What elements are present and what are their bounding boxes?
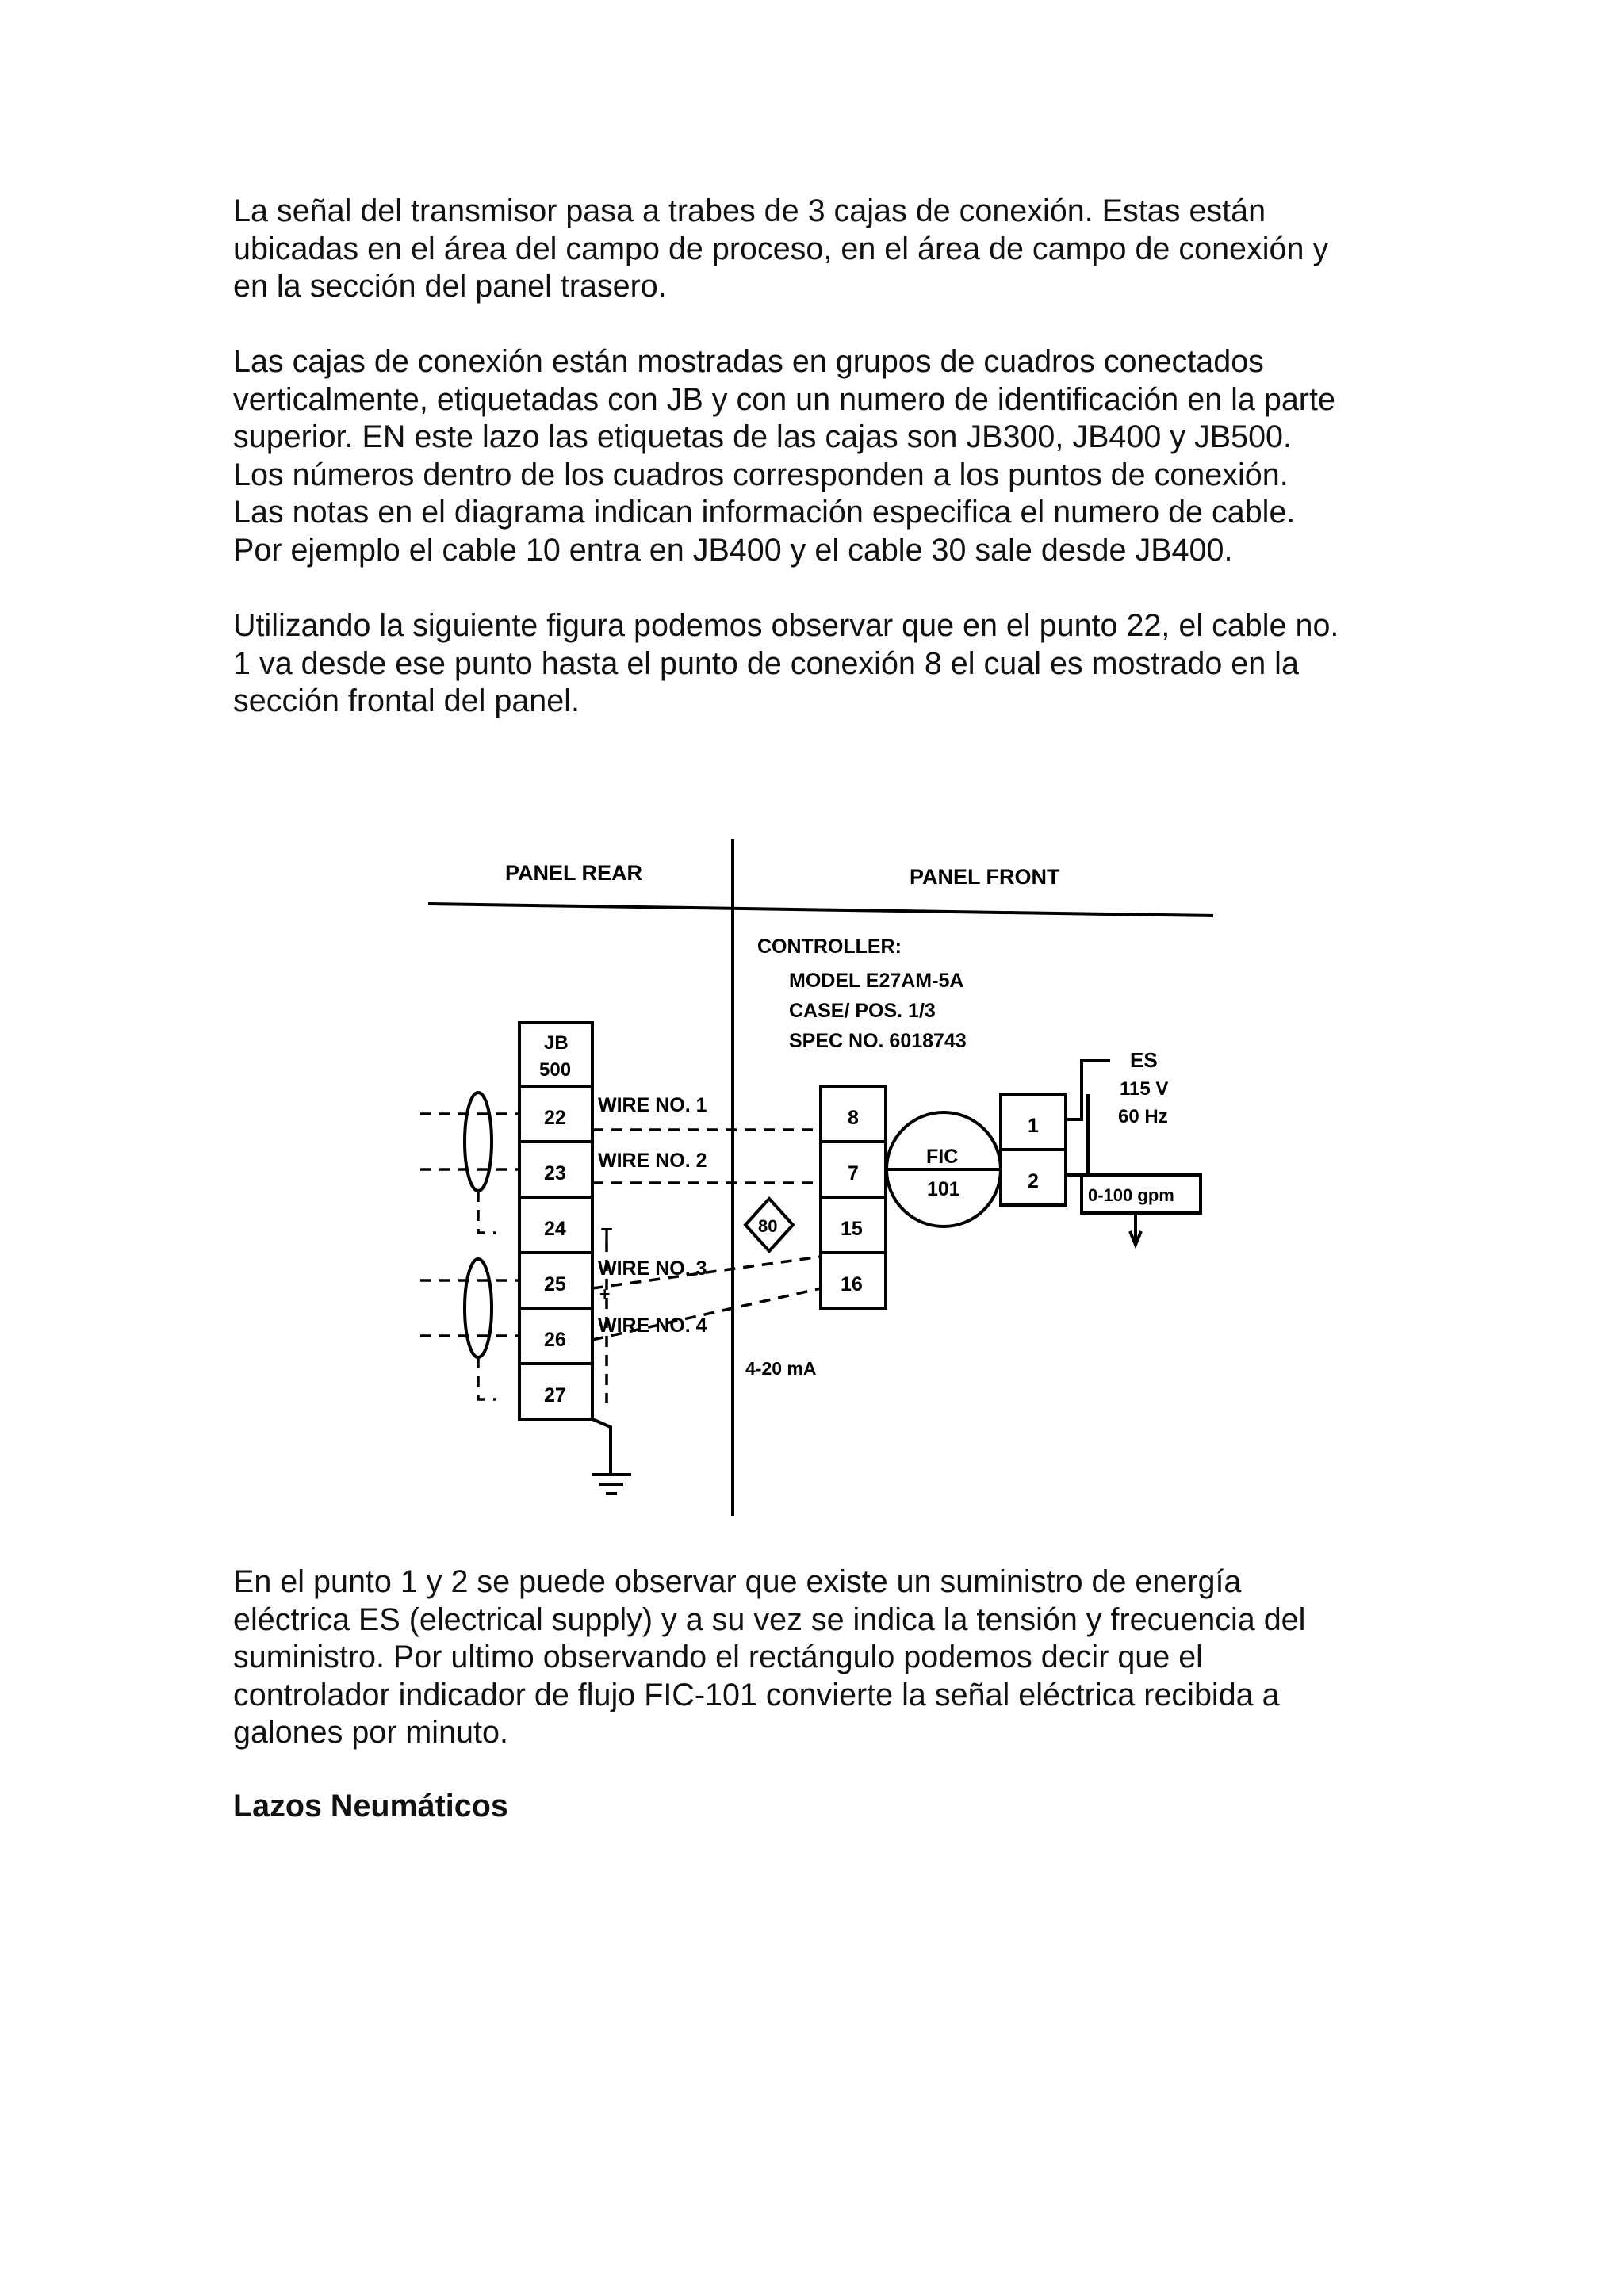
loop-wiring-diagram	[396, 825, 1237, 1522]
text-line: controlador indicador de flujo FIC-101 convierte la señal eléctrica recibida a	[233, 1677, 1280, 1712]
controller-title: CONTROLLER:	[757, 936, 902, 958]
jb-point-label: 22	[544, 1107, 566, 1129]
text-line: en la sección del panel trasero.	[233, 269, 667, 304]
jb-point-label: 26	[544, 1329, 566, 1351]
wire-4-label: WIRE NO. 4	[598, 1314, 707, 1337]
panel-header-line	[428, 904, 1213, 916]
supply-frequency: 60 Hz	[1118, 1106, 1168, 1127]
diamond-label: 80	[758, 1216, 778, 1236]
wire-plus-mark: +	[599, 1284, 611, 1304]
text-line: verticalmente, etiquetadas con JB y con un numero de identificación en la parte	[233, 381, 1335, 417]
jb-point-label: 23	[544, 1162, 566, 1184]
supply-lead-2	[1066, 1094, 1088, 1175]
wire-2-label: WIRE NO. 2	[598, 1150, 707, 1172]
text-line: ubicadas en el área del campo de proceso, en el área de campo de conexión y	[233, 231, 1329, 266]
text-line: Por ejemplo el cable 10 entra en JB400 y el cable 30 sale desde JB400.	[233, 532, 1233, 568]
text-line: eléctrica ES (electrical supply) y a su vez se indica la tensión y frecuencia del	[233, 1601, 1306, 1637]
supply-point-label: 2	[1028, 1170, 1039, 1192]
text-line: Las notas en el diagrama indican información especifica el numero de cable.	[233, 495, 1296, 530]
controller-model: MODEL E27AM-5A	[789, 970, 964, 992]
wire-t-mark: T	[601, 1224, 613, 1245]
instrument-tag: FIC	[926, 1146, 959, 1168]
panel-rear-label: PANEL REAR	[505, 861, 643, 885]
instrument-number: 101	[927, 1178, 960, 1200]
text-line: Utilizando la siguiente figura podemos observar que en el punto 22, el cable no.	[233, 608, 1339, 643]
shield-loop-lower	[465, 1259, 492, 1357]
text-line: En el punto 1 y 2 se puede observar que existe un suministro de energía	[233, 1564, 1242, 1599]
jb-point-label: 25	[544, 1273, 566, 1295]
controller-spec: SPEC NO. 6018743	[789, 1030, 967, 1052]
controller-point-label: 16	[841, 1273, 863, 1295]
paragraph-3	[233, 607, 1407, 721]
panel-front-label: PANEL FRONT	[910, 865, 1060, 889]
wire-1-label: WIRE NO. 1	[598, 1094, 707, 1116]
range-label: 0-100 gpm	[1088, 1185, 1174, 1205]
jb-number: 500	[539, 1059, 572, 1081]
controller-case: CASE/ POS. 1/3	[789, 1000, 936, 1022]
text-line: La señal del transmisor pasa a trabes de 3 cajas de conexión. Estas están	[233, 193, 1266, 228]
shield-drain-lower	[478, 1357, 496, 1399]
controller-point-label: 7	[848, 1162, 859, 1184]
supply-label: ES	[1130, 1048, 1158, 1072]
jb-label: JB	[544, 1032, 569, 1054]
text-line: Las cajas de conexión están mostradas en grupos de cuadros conectados	[233, 344, 1264, 379]
section-heading: Lazos Neumáticos	[233, 1789, 508, 1823]
shield-drain-upper	[478, 1191, 496, 1233]
supply-point-label: 1	[1028, 1115, 1039, 1137]
text-line: superior. EN este lazo las etiquetas de las cajas son JB300, JB400 y JB500.	[233, 419, 1292, 454]
controller-point-label: 8	[848, 1107, 859, 1129]
text-line: sección frontal del panel.	[233, 683, 580, 718]
paragraph-4	[233, 1563, 1407, 1752]
paragraph-1	[233, 193, 1407, 306]
ground-lead	[592, 1419, 611, 1475]
supply-voltage: 115 V	[1120, 1078, 1169, 1100]
controller-point-label: 15	[841, 1218, 863, 1240]
wire-3-label: WIRE NO. 3	[598, 1257, 707, 1280]
text-line: galones por minuto.	[233, 1715, 508, 1750]
text-line: Los números dentro de los cuadros corresponden a los puntos de conexión.	[233, 457, 1289, 492]
shield-loop-upper	[465, 1093, 492, 1191]
signal-label: 4-20 mA	[745, 1358, 817, 1379]
text-line: suministro. Por ultimo observando el rectángulo podemos decir que el	[233, 1640, 1203, 1674]
text-line: 1 va desde ese punto hasta el punto de conexión 8 el cual es mostrado en la	[233, 645, 1299, 681]
paragraph-2	[233, 343, 1407, 569]
jb-point-label: 27	[544, 1384, 566, 1406]
jb-point-label: 24	[544, 1218, 566, 1240]
